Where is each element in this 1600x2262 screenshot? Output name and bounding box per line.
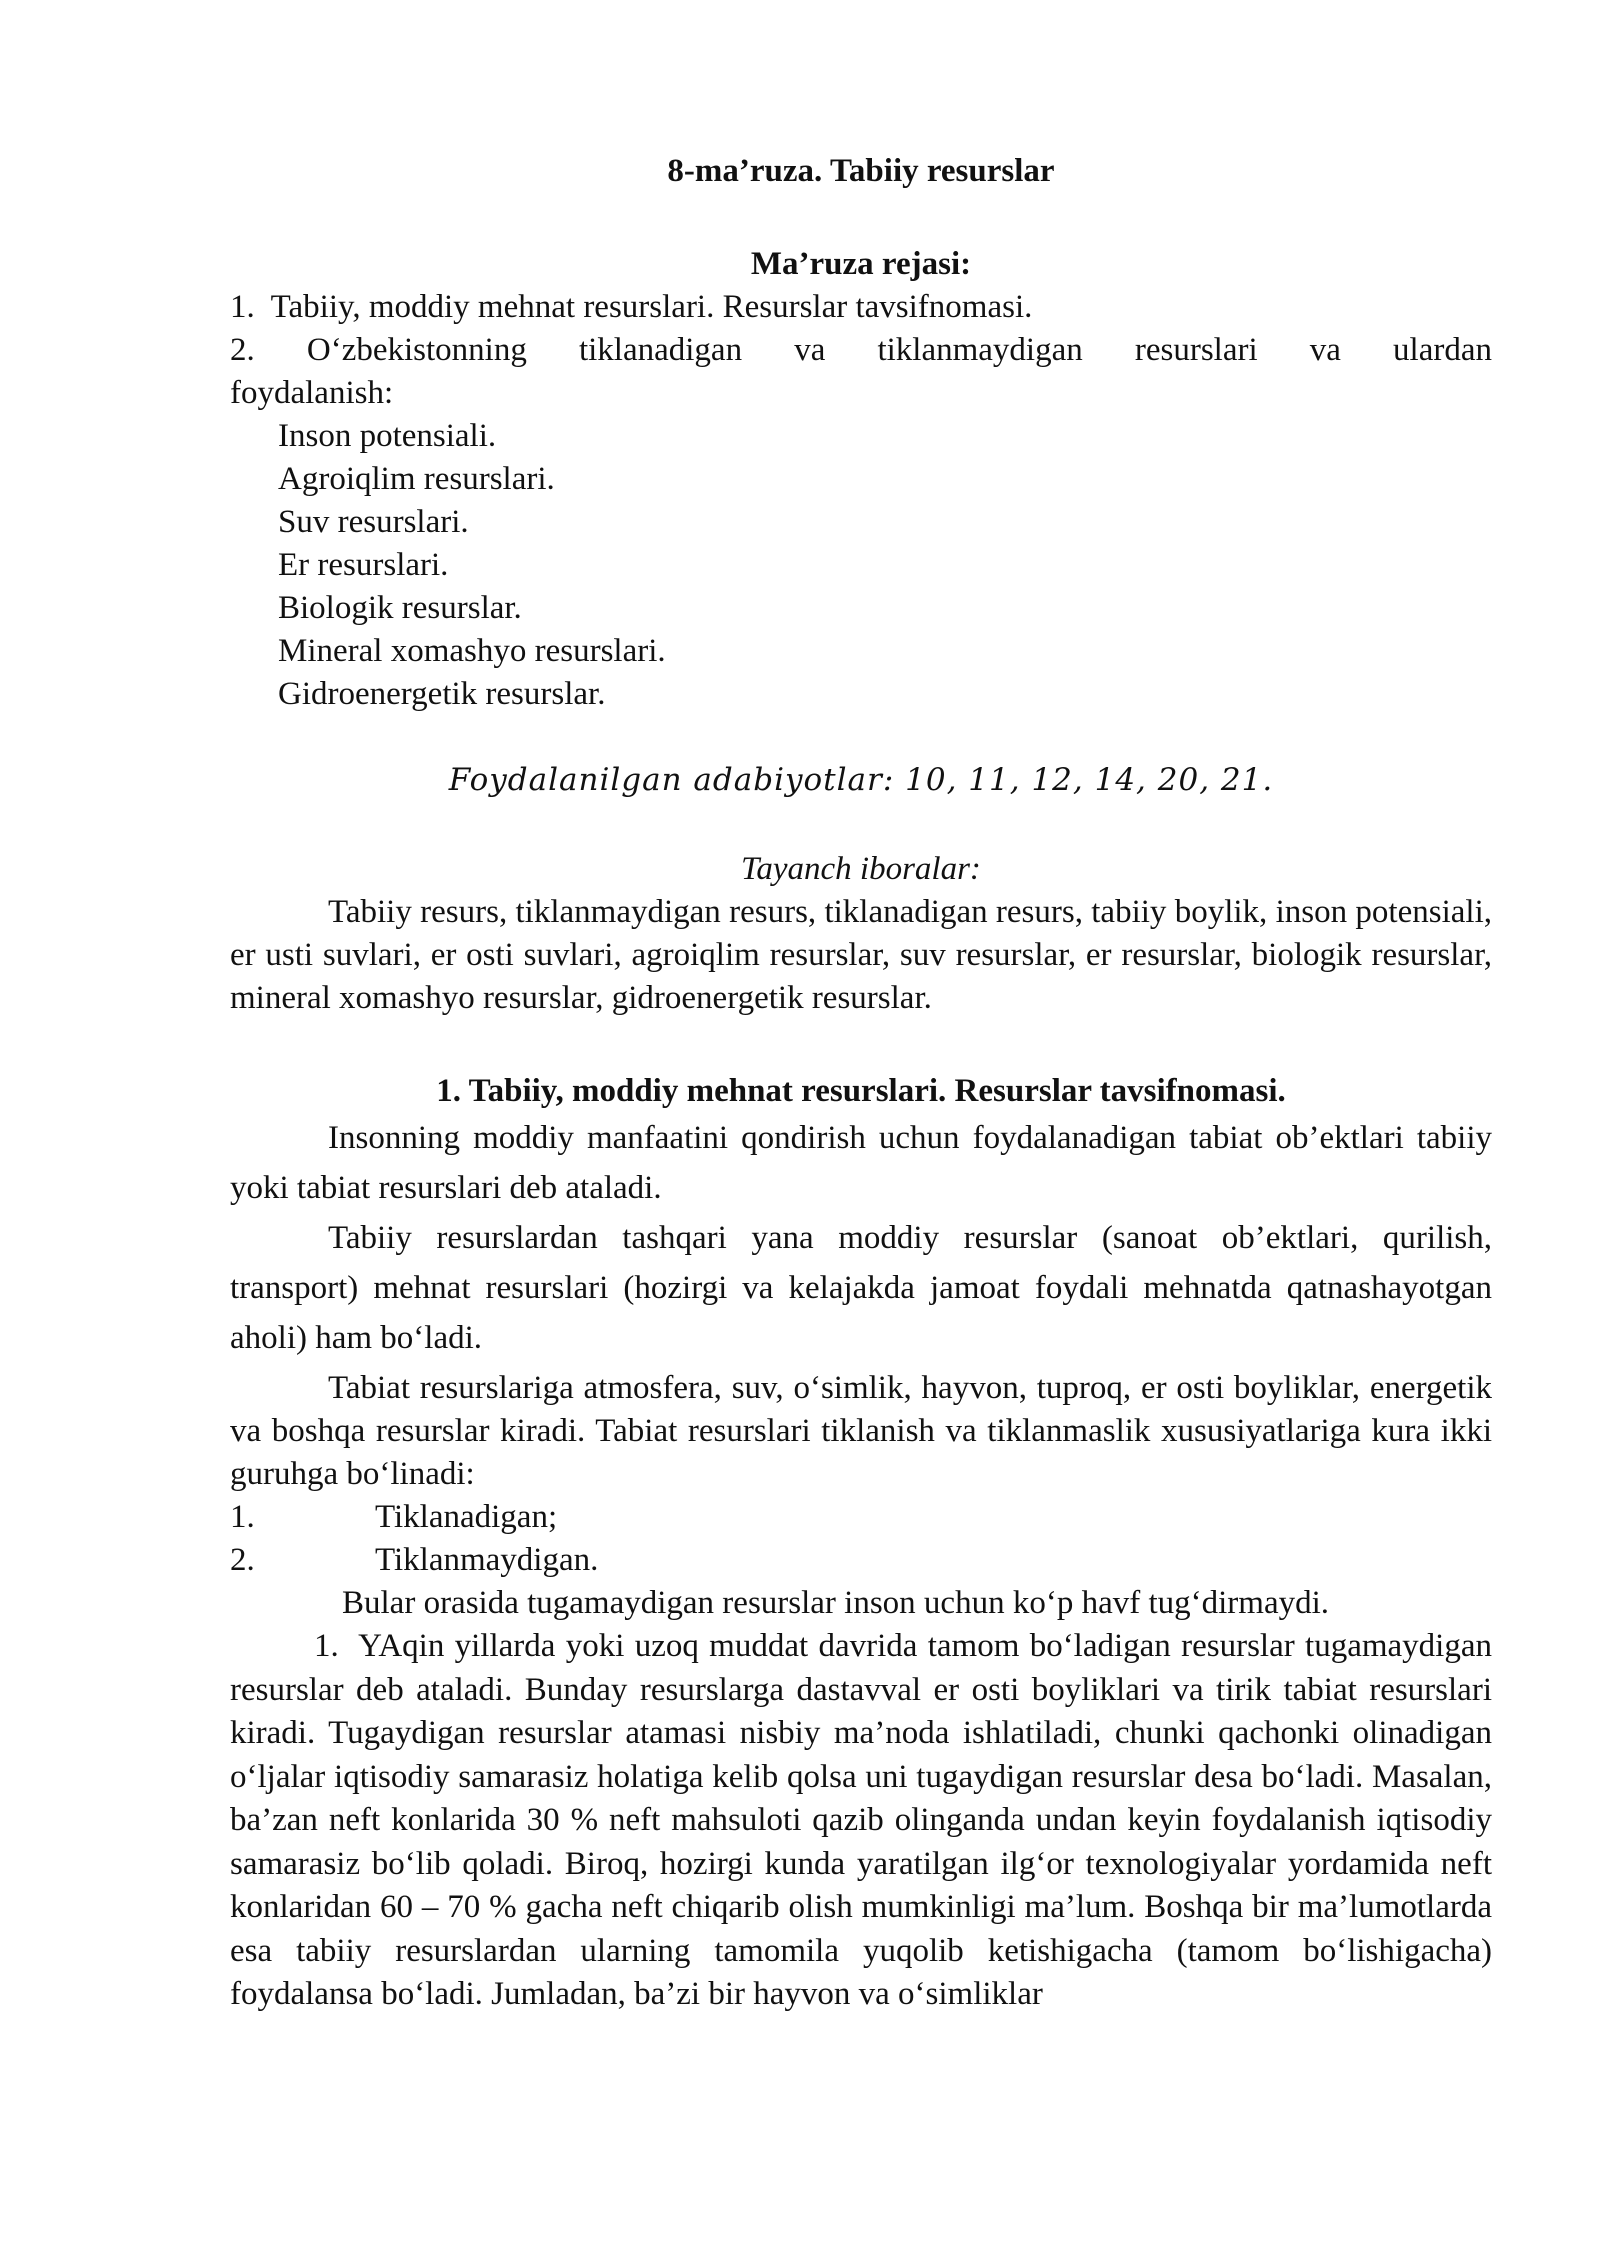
- list-text: Tiklanmaydigan.: [375, 1542, 599, 1578]
- plan-item-2-line-1: 2. O‘zbekistonning tiklanadigan va tiklanmaydigan resurslari va ulardan: [230, 332, 1492, 368]
- plan-subitem: Agroiqlim resurslari.: [278, 461, 555, 497]
- paragraph: Insonning moddiy manfaatini qondirish uchun foydalanadigan tabiat ob’ektlari tabiiy yoki tabiat resurslari deb ataladi.: [230, 1120, 1492, 1206]
- plan-heading: Ma’ruza rejasi:: [750, 246, 972, 282]
- keywords-heading: Tayanch iboralar:: [741, 851, 981, 887]
- list-number: 1.: [230, 1499, 255, 1535]
- plan-subitem: Er resurslari.: [278, 547, 449, 583]
- list-item: [230, 1496, 1492, 1539]
- paragraph: Tabiiy resurslardan tashqari yana moddiy resurslar (sanoat ob’ektlari, qurilish, transport) mehnat resurslari (hozirgi va kelajakda jamoat foydali mehnatda qatnashayotgan aholi) ham bo‘ladi.: [230, 1220, 1492, 1356]
- plan-subitem: Inson potensiali.: [278, 418, 497, 454]
- plan-item-1: 1. Tabiiy, moddiy mehnat resurslari. Resurslar tavsifnomasi.: [230, 289, 1033, 325]
- paragraph: Tabiat resurslariga atmosfera, suv, o‘simlik, hayvon, tuproq, er osti boyliklar, energetik va boshqa resurslar kiradi. Tabiat resurslari tiklanish va tiklanmaslik xususiyatlariga kura ikki guruhga bo‘linadi:: [230, 1370, 1492, 1492]
- lecture-title: 8-ma’ruza. Tabiiy resurslar: [667, 153, 1055, 189]
- list-text: Tiklanadigan;: [375, 1499, 558, 1535]
- plan-item-2-line-2: foydalanish:: [230, 375, 394, 411]
- list-number: 2.: [230, 1542, 255, 1578]
- literature-note: Foydalanilgan adabiyotlar: 10, 11, 12, 14, 20, 21.: [448, 762, 1274, 798]
- plan-subitem: Mineral xomashyo resurslari.: [278, 633, 666, 669]
- paragraph: Bular orasida tugamaydigan resurslar inson uchun ko‘p havf tug‘dirmaydi.: [342, 1585, 1330, 1621]
- plan-subitem: Biologik resurslar.: [278, 590, 522, 626]
- list-item: [230, 1539, 1492, 1582]
- paragraph: 1. YAqin yillarda yoki uzoq muddat davrida tamom bo‘ladigan resurslar tugamaydigan resurslar deb ataladi. Bunday resurslarga dastavval er osti boyliklari va tirik tabiat resurslari kiradi. Tugaydigan resurslar atamasi nisbiy ma’noda ishlatiladi, chunki qachonki olinadigan o‘ljalar iqtisodiy samarasiz holatiga kelib qolsa uni tugaydigan resurslar desa bo‘ladi. Masalan, ba’zan neft konlarida 30 % neft mahsuloti qazib olinganda undan keyin foydalanish iqtisodiy samarasiz bo‘lib qoladi. Biroq, hozirgi kunda yaratilgan ilg‘or texnologiyalar yordamida neft konlaridan 60 – 70 % gacha neft chiqarib olish mumkinligi ma’lum. Boshqa bir ma’lumotlarda esa tabiiy resurslardan ularning tamomila yuqolib ketishigacha (tamom bo‘lishigacha) foydalansa bo‘ladi. Jumladan, ba’zi bir hayvon va o‘simliklar: [230, 1628, 1501, 2012]
- plan-subitem: Suv resurslari.: [278, 504, 469, 540]
- section-heading: 1. Tabiiy, moddiy mehnat resurslari. Resurslar tavsifnomasi.: [436, 1073, 1286, 1109]
- plan-subitem: Gidroenergetik resurslar.: [278, 676, 606, 712]
- keywords-text: Tabiiy resurs, tiklanmaydigan resurs, tiklanadigan resurs, tabiiy boylik, inson potensiali, er usti suvlari, er osti suvlari, agroiqlim resurslar, suv resurslar, er resurslar, biologik resurslar, mineral xomashyo resurslar, gidroenergetik resurslar.: [230, 894, 1492, 1016]
- document-page: [230, 150, 1501, 2017]
